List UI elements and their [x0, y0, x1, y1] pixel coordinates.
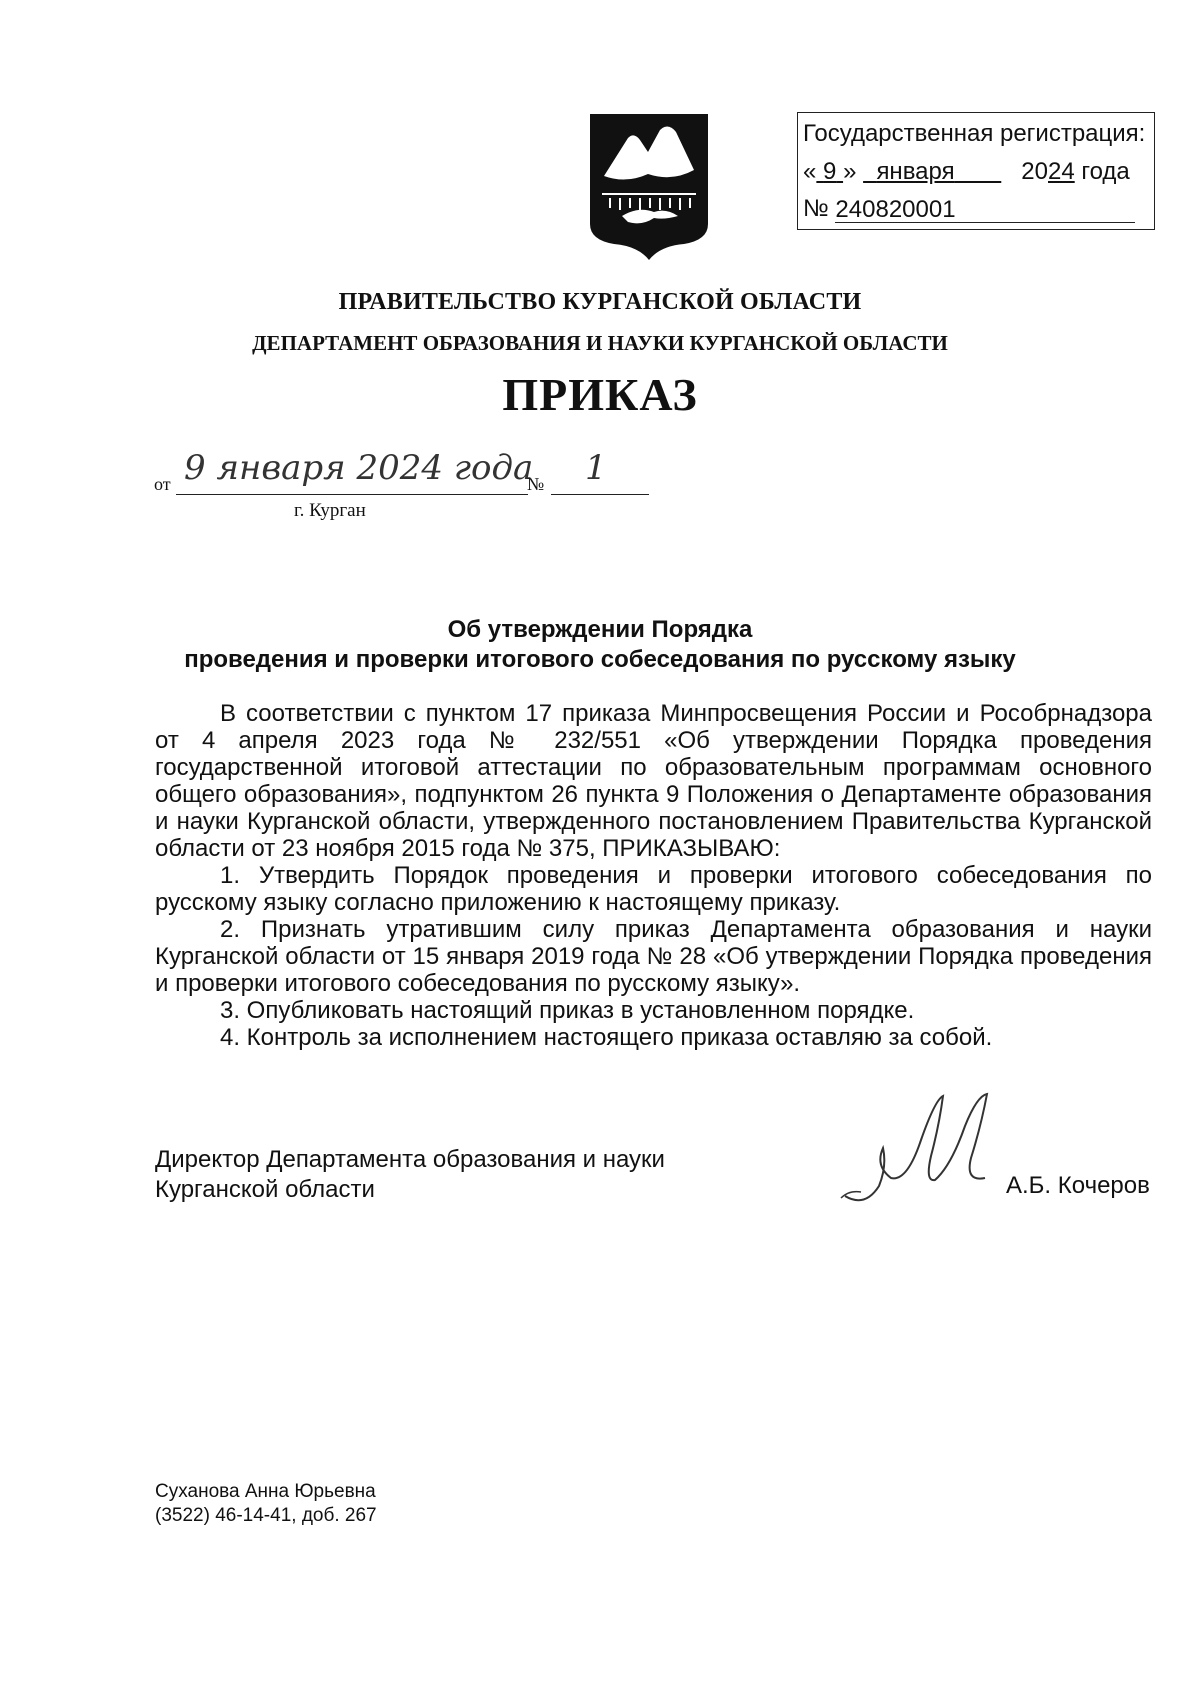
- signatory-name: А.Б. Кочеров: [1006, 1172, 1150, 1199]
- body-paragraph: В соответствии с пунктом 17 приказа Минпросвещения России и Рособрнадзора от 4 апреля 2023 года № 232/551 «Об утверждении Порядка проведения государственной итоговой аттестации по образовательным программам основного общего образования», подпунктом 26 пункта 9 Положения о Департаменте образования и науки Курганской области, утвержденного постановлением Правительства Курганской области от 23 ноября 2015 года № 375, ПРИКАЗЫВАЮ:: [155, 700, 1152, 862]
- subject-line-1: Об утверждении Порядка: [447, 616, 753, 643]
- department-name: ДЕПАРТАМЕНТ ОБРАЗОВАНИЯ И НАУКИ КУРГАНСКОЙ ОБЛАСТИ: [252, 331, 948, 355]
- date-underline: [176, 494, 528, 495]
- order-number-underline: [551, 494, 649, 495]
- order-number-sign: №: [527, 474, 545, 494]
- registration-month: [863, 158, 1001, 185]
- registration-day: [816, 158, 843, 185]
- signatory-position-line-1: Директор Департамента образования и науки: [155, 1146, 665, 1173]
- registration-number-row: [803, 195, 1135, 223]
- document-type: ПРИКАЗ: [502, 369, 698, 420]
- body-paragraph: 2. Признать утратившим силу приказ Департамента образования и науки Курганской области от 15 января 2019 года № 28 «Об утверждении Порядка проведения и проверки итогового собеседования по русскому языку».: [155, 916, 1152, 997]
- registration-year-prefix: 20: [1021, 158, 1048, 185]
- registration-year-word: года: [1081, 158, 1130, 185]
- contact-info: [155, 1480, 377, 1528]
- registration-day-value: 9: [823, 158, 837, 185]
- handwritten-date: 9 января 2024 года: [184, 448, 534, 488]
- registration-day-suffix: »: [843, 158, 857, 185]
- registration-month-value: января: [876, 158, 955, 185]
- order-body: [155, 700, 1152, 1051]
- body-paragraph: 4. Контроль за исполнением настоящего приказа оставляю за собой.: [220, 1024, 993, 1051]
- registration-number: 240820001: [835, 196, 956, 223]
- city: г. Курган: [294, 500, 366, 521]
- handwritten-signature: [835, 1086, 1005, 1216]
- government-name: ПРАВИТЕЛЬСТВО КУРГАНСКОЙ ОБЛАСТИ: [338, 289, 862, 315]
- handwritten-order-number: 1: [585, 448, 607, 488]
- registration-day-prefix: «: [803, 158, 817, 185]
- registration-number-sign: №: [803, 195, 829, 222]
- contact-phone: (3522) 46-14-41, доб. 267: [155, 1505, 377, 1526]
- body-paragraph: 3. Опубликовать настоящий приказ в установленном порядке.: [220, 997, 915, 1024]
- registration-year-suffix: 24: [1048, 158, 1075, 185]
- contact-name: Суханова Анна Юрьевна: [155, 1481, 376, 1502]
- registration-date: [803, 158, 1151, 186]
- registration-title: Государственная регистрация:: [803, 120, 1146, 147]
- signatory-position: [155, 1145, 665, 1205]
- registration-number-line: [835, 196, 1135, 223]
- order-subject: [0, 615, 1200, 675]
- date-prefix: от: [154, 474, 171, 494]
- kurgan-coat-of-arms-icon: [588, 112, 710, 262]
- body-paragraph: 1. Утвердить Порядок проведения и проверки итогового собеседования по русскому языку согласно приложению к настоящему приказу.: [155, 862, 1152, 916]
- subject-line-2: проведения и проверки итогового собеседования по русскому языку: [184, 646, 1016, 673]
- signatory-position-line-2: Курганской области: [155, 1176, 375, 1203]
